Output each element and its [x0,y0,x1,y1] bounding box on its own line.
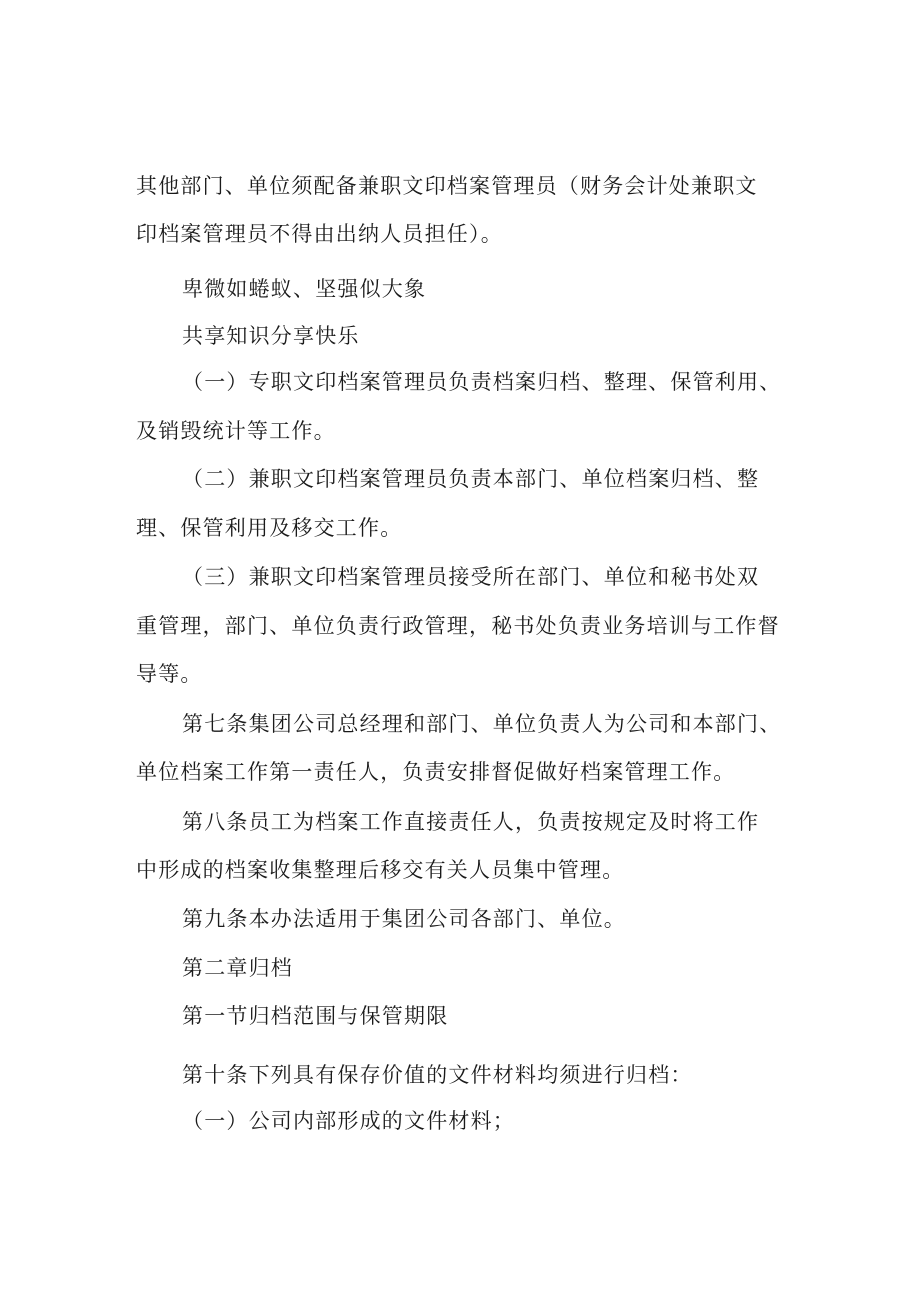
paragraph-line: 第十条下列具有保存价值的文件材料均须进行归档： [182,1063,693,1087]
paragraph-line: 第八条员工为档案工作直接责任人，负责按规定及时将工作 [182,810,760,834]
paragraph-line: 理、保管利用及移交工作。 [136,516,403,540]
paragraph-line: （三）兼职文印档案管理员接受所在部门、单位和秘书处双 [182,565,760,589]
paragraph-line: 卑微如蜷蚁、坚强似大象 [182,277,427,301]
paragraph-line: 及销毁统计等工作。 [136,419,336,443]
paragraph-line: 其他部门、单位须配备兼职文印档案管理员（财务会计处兼职文 [136,174,758,198]
paragraph-line: 导等。 [136,662,203,686]
chapter-heading: 第二章归档 [182,956,293,980]
paragraph-line: （一）专职文印档案管理员负责档案归档、整理、保管利用、 [182,370,782,394]
paragraph-line: （一）公司内部形成的文件材料； [182,1109,515,1133]
paragraph-line: （二）兼职文印档案管理员负责本部门、单位档案归档、整 [182,467,760,491]
paragraph-line: 第九条本办法适用于集团公司各部门、单位。 [182,907,626,931]
paragraph-line: 印档案管理员不得由出纳人员担任）。 [136,222,503,246]
paragraph-line: 单位档案工作第一责任人，负责安排督促做好档案管理工作。 [136,760,736,784]
paragraph-line: 第七条集团公司总经理和部门、单位负责人为公司和本部门、 [182,712,782,736]
paragraph-line: 共享知识分享快乐 [182,324,360,348]
section-heading: 第一节归档范围与保管期限 [182,1004,449,1028]
paragraph-line: 重管理，部门、单位负责行政管理，秘书处负责业务培训与工作督 [136,614,780,638]
paragraph-line: 中形成的档案收集整理后移交有关人员集中管理。 [136,858,625,882]
